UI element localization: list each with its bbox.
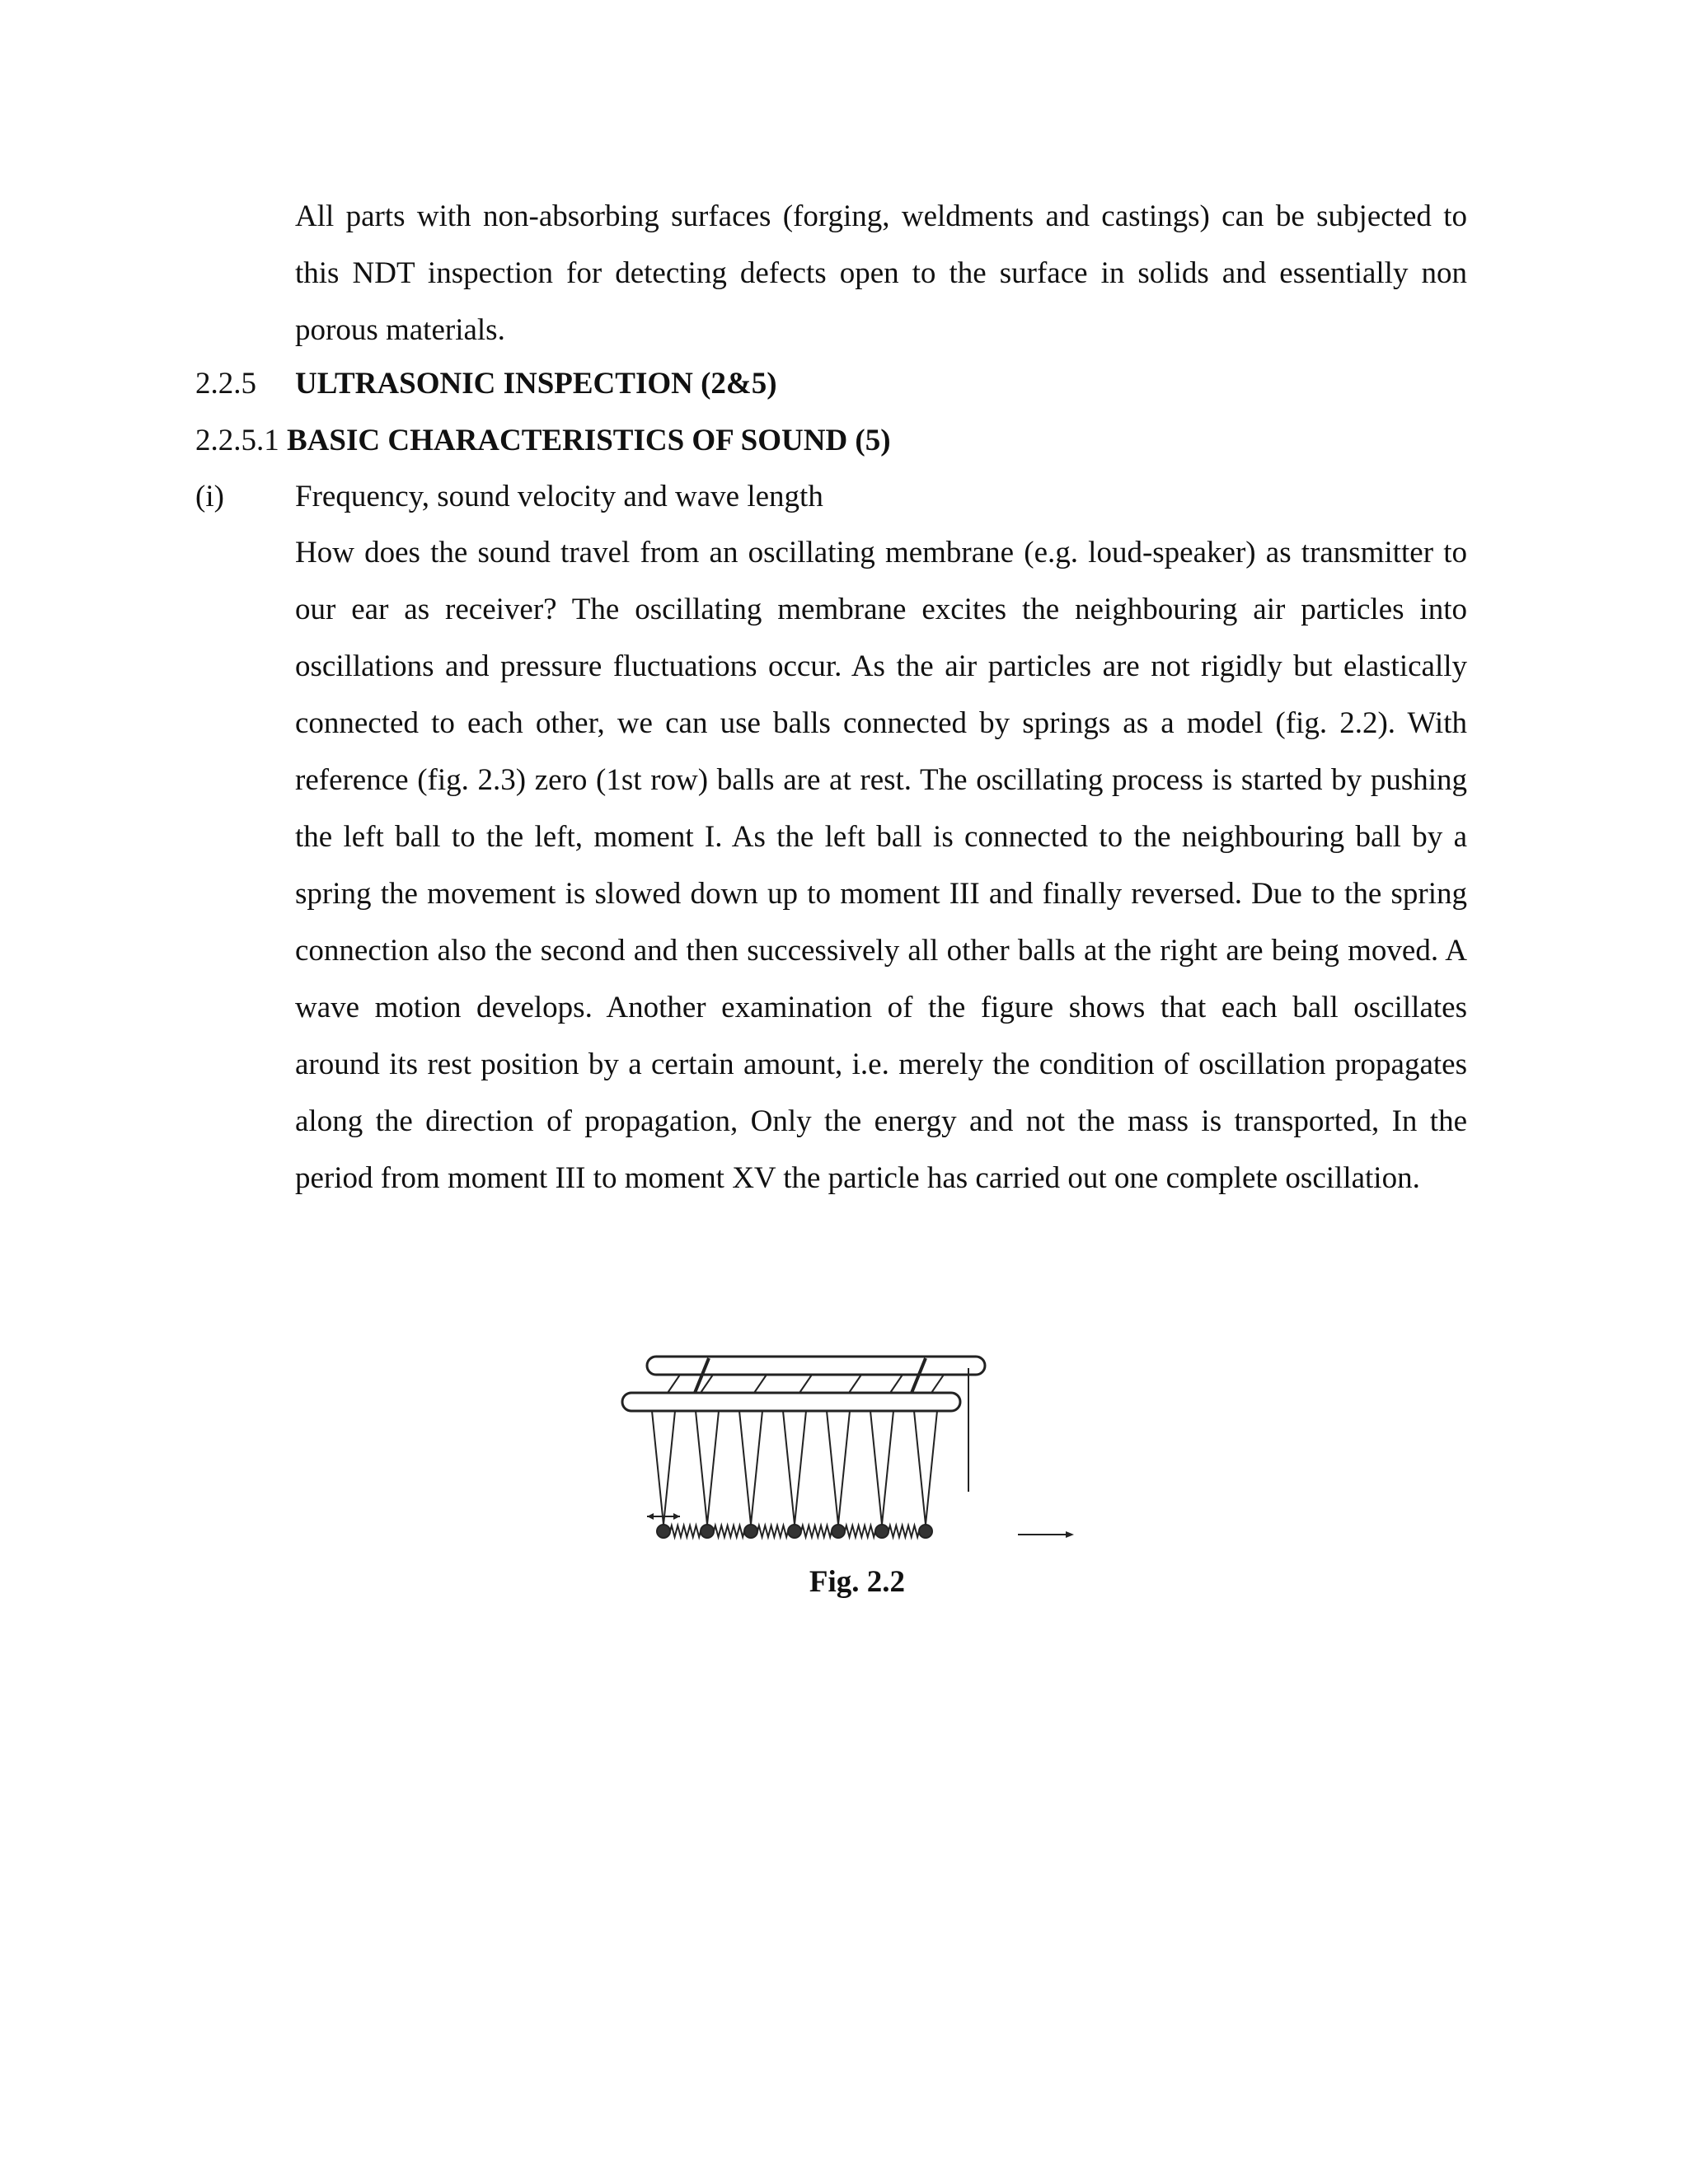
figure-caption: Fig. 2.2 xyxy=(809,1565,906,1599)
subsection-title: BASIC CHARACTERISTICS OF SOUND (5) xyxy=(287,424,891,457)
ball xyxy=(832,1525,845,1538)
rail-tie xyxy=(799,1375,812,1393)
ball-spring-diagram xyxy=(474,1319,1100,1566)
rail-tie xyxy=(668,1375,680,1393)
pendulum-string xyxy=(663,1411,675,1525)
rail-tie xyxy=(754,1375,767,1393)
pendulum-string xyxy=(707,1411,719,1525)
item-label: (i) xyxy=(195,480,224,513)
back-rail xyxy=(647,1357,985,1375)
ball xyxy=(788,1525,801,1538)
pendulum-string xyxy=(827,1411,838,1525)
subsection-number: 2.2.5.1 xyxy=(195,424,279,457)
rail-tie xyxy=(931,1375,944,1393)
pendulum-string xyxy=(696,1411,707,1525)
intro-paragraph: All parts with non-absorbing surfaces (forging, weldments and castings) can be subjected to this NDT inspection for detecting defects open to the surface in solids and essentially non porous materials. xyxy=(295,199,1467,347)
ball xyxy=(657,1525,670,1538)
ball xyxy=(875,1525,889,1538)
rail-tie xyxy=(890,1375,903,1393)
pendulum-string xyxy=(882,1411,893,1525)
ball xyxy=(744,1525,757,1538)
pendulum-string xyxy=(783,1411,795,1525)
spring xyxy=(889,1526,919,1537)
section-heading xyxy=(195,355,1467,412)
pendulum-string xyxy=(870,1411,882,1525)
subsection-heading xyxy=(195,412,1467,469)
item-title: Frequency, sound velocity and wave length xyxy=(295,480,823,513)
propagation-arrow-head xyxy=(1066,1531,1074,1538)
item-heading xyxy=(195,468,1467,525)
rail-tie xyxy=(849,1375,861,1393)
spring xyxy=(757,1526,788,1537)
pendulum-string xyxy=(652,1411,663,1525)
spring xyxy=(714,1526,744,1537)
spring xyxy=(670,1526,701,1537)
ball-spring-figure xyxy=(474,1319,1100,1566)
pendulum-string xyxy=(739,1411,751,1525)
push-arrow-head-right xyxy=(673,1513,680,1520)
push-arrow-head-left xyxy=(647,1513,654,1520)
pendulum-string xyxy=(914,1411,926,1525)
spring xyxy=(801,1526,832,1537)
section-number: 2.2.5 xyxy=(195,367,256,401)
ball xyxy=(919,1525,932,1538)
section-title: ULTRASONIC INSPECTION (2&5) xyxy=(295,367,777,401)
pendulum-string xyxy=(795,1411,806,1525)
ball xyxy=(701,1525,714,1538)
pendulum-string xyxy=(838,1411,850,1525)
pendulum-string xyxy=(926,1411,937,1525)
body-paragraph: How does the sound travel from an oscillating membrane (e.g. loud-speaker) as transmitter to our ear as receiver? The oscillating membrane excites the neighbouring air particles into oscillations and pressure fluctuations occur. As the air particles are not rigidly but elastically connected to each other, we can use balls connected by springs as a model (fig. 2.2). With reference (fig. 2.3) zero (1st row) balls are at rest. The oscillating process is started by pushing the left ball to the left, moment I. As the left ball is connected to the neighbouring ball by a spring the movement is slowed down up to moment III and finally reversed. Due to the spring connection also the second and then successively all other balls at the right are being moved. A wave motion develops. Another examination of the figure shows that each ball oscillates around its rest position by a certain amount, i.e. merely the condition of oscillation propagates along the direction of propagation, Only the energy and not the mass is transported, In the period from moment III to moment XV the particle has carried out one complete oscillation. xyxy=(295,536,1467,1195)
front-rail xyxy=(622,1393,960,1411)
spring xyxy=(845,1526,875,1537)
pendulum-string xyxy=(751,1411,762,1525)
